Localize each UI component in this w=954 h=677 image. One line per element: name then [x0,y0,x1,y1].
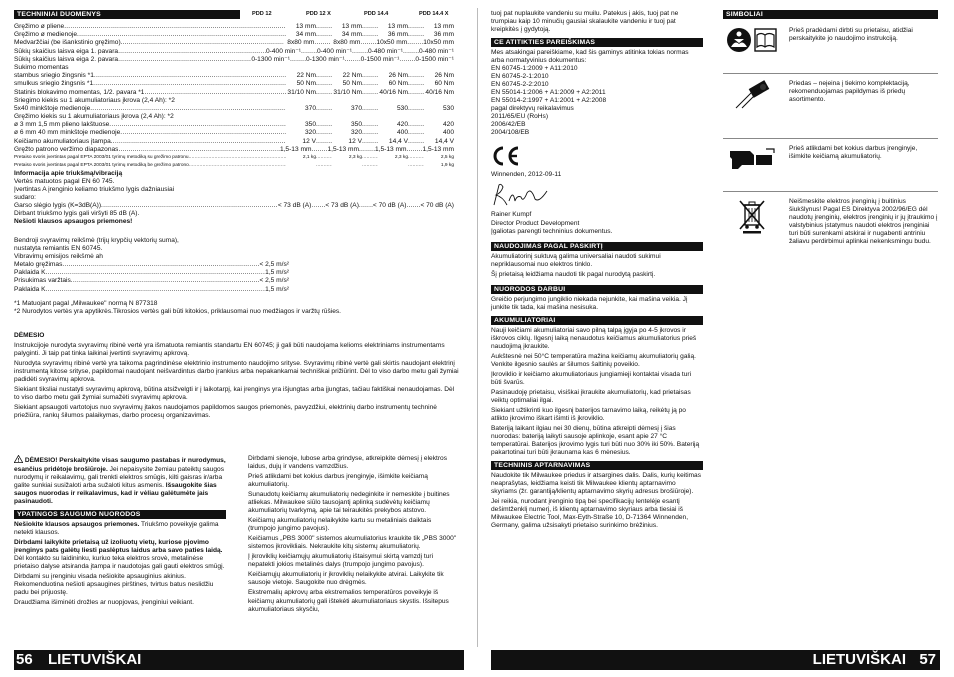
spec-value: 530 [442,104,454,112]
battery-paragraph: Aukštesnė nei 50°C temperatūra mažina keičiamų akumuliatorių galią. Venkite ilgesnio saulės ar šilumos šaltinių poveikio. [491,352,696,368]
spec-value: 0-1500 min⁻¹ [415,55,454,63]
leader-dots [316,129,332,137]
noise-pressure-row [14,202,454,210]
battery-paragraph: Bateriją laikant ilgiau nei 30 dienų, būtina atkreipti dėmesį į šias nuorodas: bateriją laikyti sausoje aplinkoje, esant apie 27 °C temperatūrai. Baterijos įkrovimo lygis turi būti nuo 30% iki 50%. Bateriją pakartotinai turi būti įkraunama kas 6 mėnesius. [491,425,700,457]
divider [723,138,938,139]
spec-value: 13 mm [387,23,408,30]
noise-line: sudaro: [14,194,36,202]
leader-dots [408,154,424,162]
attention-paragraph: Nurodyta svyravimų ribinė vertė yra taikoma pagrindinėse elektrinio instrumento naudojimo srityse. Svyravimų ribinė vertė gali skirtis naudojant elektrinį instrumentą kitose srityse, papildomai naudojant neišvardintus darbo įrankius arba nepakankamai techniškai prižiūrint. Dėl to viso darbo metu gali žymiai padidėti svyravimų apkrova. [14,360,459,384]
spec-value: 2,3 kg [394,155,408,160]
leader-dots [316,138,332,146]
leader-dots [408,138,424,146]
noise-after: Dirbant triukšmo lygis gali viršyti 85 dB (A). [14,210,140,218]
spec-label: Pretaiso svoris įvertintas pagal EPTA 2003/01 tyrimų metodiką be grežimo patrono [14,163,189,169]
spec-row [14,56,454,64]
left-footer [14,650,464,670]
spec-value: 2,1 kg [302,155,316,160]
spec-value: 0-400 min⁻¹ [317,47,352,55]
leader-dots [362,154,378,162]
spec-row [14,138,454,146]
spec-value: 0-1500 min⁻¹ [360,55,400,63]
spec-value: 1,5-13 mm [279,145,312,153]
leader-dots [408,121,424,129]
battery-header: AKUMULIATORIAI [491,316,703,325]
spec-value: 1,5-13 mm [422,145,454,153]
leader-dots [290,56,306,64]
leader-dots [362,129,378,137]
leader-dots [316,89,332,97]
spec-label: Gręžimo ø medienoje [14,31,78,39]
vib-rows [14,261,289,294]
mid-paragraph: Prieš atlikdami bet kokius darbus įrenginyje, išimkite keičiamą akumuliatorių. [248,473,428,489]
weee-bin-icon [723,198,781,234]
warning-column [14,455,226,608]
vib-label: Paklaida K [14,269,46,277]
read-manual-icon [723,27,781,53]
safety-header: YPATINGOS SAUGUMO NUORODOS [14,510,226,519]
vib-label: Prisukimas varžtais [14,277,71,285]
leader-dots [362,31,378,39]
spec-value: 26 Nm [434,72,454,80]
spec-label: smulkus sriegio žingsnis *1 [14,80,94,88]
vib-row [14,261,289,269]
spec-value: 10x50 mm [423,39,454,47]
safety-paragraph: Draudžiama išiminėti drožles ar nuopjovas, įrenginiui veikiant. [14,599,194,607]
right-footer [491,650,940,670]
spec-row [14,89,454,97]
leader-dots [360,39,376,47]
attention-paragraph: Instrukcijoje nurodyta svyravimų ribinė vertė yra išmatuota remiantis standartu EN 60745; ji gali būti naudojama kelioms elektriniams instrumentams palyginti. Ji taip pat tinka laikinai įvertinti svyravimų apkrovą. [14,342,445,358]
vibration-section [14,237,289,294]
leader-dots [109,121,286,129]
model-header-pdd12x: PDD 12 X [306,11,331,17]
symbols-column [723,10,938,246]
divider [723,191,938,192]
spec-row [14,105,454,113]
spec-table [14,23,454,170]
spec-value: 13 mm [341,23,362,30]
mid-column [248,455,460,614]
spec-value: 34 mm [341,31,362,39]
leader-dots [120,129,286,137]
vib-line: Bendroji svyravimų reikšmė (trijų krypčių vektorių suma), [14,237,179,244]
spec-value: 36 mm [387,31,408,39]
spec-value: 1,9 kg [440,163,454,169]
service-paragraph: Jei reikia, nurodant įrenginio tipą bei specifikacijų lentelėje esantį dešimtženklį numerį, iš klientų aptarnavimo skyriaus arba tiesiai iš Milwaukee Electric Tool, Max-Eyth-Straße 10, D-71364 Winnenden, Germany, galima užsisakyti prietaiso surinkimo brėžinius. [491,498,689,530]
spec-label: Medvaržčiai (be išankstinio gręžimo) [14,39,121,47]
spec-value: 14,4 V [434,137,454,145]
leader-dots [407,39,423,47]
spec-value: 12 V [348,137,362,145]
spec-value: 13 mm [295,23,316,30]
leader-dots [311,202,325,210]
leader-dots [359,146,375,154]
ce-line: EN 55014-2:1997 + A1:2001 + A2:2008 [491,97,607,105]
leader-dots [406,146,422,154]
noise-value: < 70 dB (A) [420,202,454,210]
leader-dots [316,72,332,80]
ce-line: pagal direktyvų reikalavimus [491,105,574,113]
usage-paragraph: Akumuliatorinį suktuvą galima universaliai naudoti sukimui nepriklausomai nuo elektros tinklo. [491,252,661,268]
leader-dots [144,89,286,97]
spec-value: 8x80 mm [333,39,361,47]
spec-label: Pretaiso svoris įvertintas pagal EPTA 2003/01 tyrimų metodiką su grežimo patronu [14,155,189,160]
leader-dots [352,48,368,56]
ce-line: EN 60745-1:2009 + A11:2010 [491,65,578,73]
spec-row [14,64,454,72]
usage-paragraph: Šį prietaisą leidžiama naudoti tik pagal nurodytą paskirtį. [491,270,656,278]
place-date: Winnenden, 2012-09-11 [491,171,562,179]
leader-dots [311,146,327,154]
spec-row [14,48,454,56]
safety-paragraph: Dirbdami laikykite prietaisą už izoliuotų vietų, kuriose pjovimo įrenginys pats galėtų liesti paslėptus laidus arba savo paties laidą. Dėl kontakto su laidininku, kuriuo teka elektros srovė, metalinėse prietaiso dalyse atsiranda įtampa ir naudotojas gali gauti elektros smūgį. [14,539,225,571]
leader-dots [316,121,332,129]
vib-value: < 2,5 m/s² [259,261,289,269]
spec-row [14,154,454,162]
leader-dots [46,286,266,294]
battery-paragraph: Pasinaudoję prietaisu, visiškai įkraukite akumuliatorių, kad prietaisas veiktų optimaliai ilgai. [491,388,691,404]
spec-value: 60 Nm [388,80,408,88]
symbol-text: Prieš pradėdami dirbti su prietaisu, atidžiai perskaitykite jo naudojimo instrukciją. [789,27,913,43]
spec-value: 14,4 V [388,137,408,145]
spec-value: 60 Nm [434,80,454,88]
noise-section [14,170,454,226]
spec-value: 0-480 min⁻¹ [419,47,454,55]
leader-dots [359,202,373,210]
leader-dots [316,23,332,31]
leader-dots [406,202,420,210]
ce-line: 2004/108/EB [491,129,530,137]
mid-paragraph: Ekstremalių apkrovų arba ekstremalios temperatūros poveikyje iš keičiamų akumuliatorių gali ištekėti akumuliatoriaus skystis. Išsitepus akumuliatoriaus skysčiu, [248,589,449,613]
spec-value: 320 [304,129,316,137]
noise-value: < 73 dB (A) [325,202,359,210]
spec-value: 22 Nm [342,72,362,80]
vib-row [14,277,289,285]
attention-title: DĖMESIO [14,332,45,339]
leader-dots [362,23,378,31]
usage-header: NAUDOJIMAS PAGAL PASKIRTĮ [491,242,703,251]
safety-paragraph: Nešiokite klausos apsaugos priemones. Triukšmo poveikyje galima netekti klausos. [14,521,219,537]
spec-row [14,113,454,121]
leader-dots [118,56,251,64]
leader-dots [46,269,266,277]
spec-label: Gręžimo kiekis su 1 akumuliatoriaus įkrova (2,4 Ah): *2 [14,113,174,121]
right-middle-column [491,10,703,530]
symbol-row [723,145,938,191]
vib-row [14,286,289,294]
ce-mark-icon [491,145,521,167]
spec-value: 10x50 mm [376,39,408,47]
spec-label: Statinis blokavimo momentas, 1/2. pavara *1 [14,88,145,96]
spec-value: 350 [304,121,316,129]
symbol-row [723,198,938,246]
vib-label: Paklaida K [14,285,46,293]
accessory-icon [723,80,781,110]
warning-bold: DĖMESIO! Perskaitykite visas saugumo pastabas ir nurodymus, esančius pridėtoje brošiūroje. [14,457,226,474]
noise-value: < 70 dB (A) [372,202,407,210]
vib-row [14,269,289,277]
spec-value: 370 [304,104,316,112]
leader-dots [101,202,278,210]
mid-paragraph: Keičiamus „PBS 3000" sistemos akumuliatorius kraukite tik „PBS 3000" sistemos įkrovikliais. Nekraukite kitų sistemų akumuliatorių. [248,535,457,551]
spec-value: 50 Nm [342,80,362,88]
symbol-text: Prieš atlikdami bet kokius darbus įrenginyje, išimkite keičiamą akumuliatorių. [789,145,918,161]
noise-line: Vertės matuotos pagal EN 60 745. [14,178,115,186]
leader-dots [94,72,286,80]
spec-label: Sriegimo kiekis su 1 akumuliatoriaus įkrova (2,4 Ah): *2 [14,96,175,104]
mid-paragraph: Keičiamųjų akumuliatorių ir įkroviklių nelaikykite atvirai. Laikykite tik sausoje vietoje. Saugokite nuo drėgmės. [248,571,444,587]
spec-row [14,80,454,88]
spec-value: 1,5-13 mm [327,145,359,153]
leader-dots [316,154,332,162]
mid-paragraph: Į įkroviklių keičiamųjų akumuliatorių ištaisymui skirtą vamzdį turi nepatekti jokios metalinės dalys (trumpojo jungimo pavojus). [248,553,434,569]
leader-dots [111,138,286,146]
symbol-row [723,80,938,138]
leader-dots [408,72,424,80]
leader-dots [314,39,330,47]
ce-mark [491,145,703,169]
intro-text: tuoj pat nuplaukite vandeniu su muilu. Patekus į akis, tuoj pat ne trumpiau kaip 10 minučių gausiai skalaukite vandeniu ir tuoj pat kreipkitės į gydytoją. [491,10,679,34]
spec-label: Gręžto patrono veržimo diapazonas [14,145,119,153]
spec-value: 40/16 Nm [379,88,408,96]
leader-dots [408,129,424,137]
leader-dots [345,56,361,64]
spec-value: 0-1300 min⁻¹ [305,55,345,63]
safety-paragraph: Dirbdami su įrenginiu visada nešiokite apsauginius akinius. Rekomenduotina nešioti apsaugines pirštines, tvirtus batus neslidžiu padu bei prijuostę. [14,573,214,597]
spec-value: 22 Nm [296,72,316,80]
divider [723,73,938,74]
mid-paragraph: Sunaudotų keičiamų akumuliatorių nedeginkite ir nemeskite į buitines atliekas. Milwaukee siūlo tausojantį aplinką sudėvėtų keičiamų akumuliatorių tvarkymą, apie tai teiraukitės prekybos atstovo. [248,491,450,515]
page-number-left: 56 [16,651,33,668]
warning-text: Jei nepaisysite žemiau pateiktų saugos nurodymų ir reikalavimų, gali trenkti elektros smūgis, kilti gaisras ir/arba galite sunkiai susižaloti arba sužaloti kitus asmenis. [14,466,225,490]
vib-value: < 2,5 m/s² [259,277,289,285]
spec-label: ø 3 mm 1,5 mm plieno lakštuose [14,121,110,129]
leader-dots [189,154,286,162]
leader-dots [362,80,378,88]
warning-triangle-icon [14,455,23,466]
spec-value: 26 Nm [388,72,408,80]
language-label-right: LIETUVIŠKAI [812,651,906,668]
svg-text:!: ! [17,457,20,463]
noise-label: Garso slėgio lygis (K=3dB(A)) [14,202,102,210]
spec-label: stambus sriegio žingsnis *1 [14,72,94,80]
leader-dots [362,138,378,146]
leader-dots [301,48,317,56]
leader-dots [362,89,378,97]
leader-dots [316,80,332,88]
spec-label: Sūkių skaičius laisva eiga 2. pavara [14,55,119,63]
leader-dots [399,56,415,64]
mid-paragraph: Dirbdami sienoje, lubose arba grindyse, atkreipkite dėmesį į elektros laidus, dujų ir vandens vamzdžius. [248,455,448,471]
signature-icon [491,181,551,209]
leader-dots [408,89,424,97]
noise-line: Įvertintas A įrenginio keliamo triukšmo lygis dažniausiai [14,186,175,194]
leader-dots [408,23,424,31]
tech-data-header: TECHNINIAI DUOMENYS [14,10,240,19]
spec-value: 31/10 Nm [287,88,316,96]
spec-row [14,31,454,39]
attention-paragraph: Siekiant tiksliai nustatyti svyravimų apkrovą, būtina atsižvelgti ir į laikotarpį, kai įrenginys yra išjungtas arba įjungtas, tačiau faktiškai nenaudojamas. Dėl to viso darbo metu gali žymiai sumažėti svyravimų apkrova. [14,386,455,402]
spec-value: 50 Nm [296,80,316,88]
spec-value: 0-480 min⁻¹ [368,47,403,55]
ce-line: 2011/65/EU (RoHs) [491,113,549,121]
leader-dots [62,261,259,269]
model-header-pdd144x: PDD 14.4 X [419,11,449,17]
signer-name: Rainer Kumpf [491,211,532,219]
left-page [14,10,464,650]
vib-line: Vibravimų emisijos reikšmė ah [14,253,103,261]
vib-value: 1,5 m/s² [265,285,289,293]
spec-row [14,23,454,31]
spec-value: 0-1300 min⁻¹ [251,55,290,63]
leader-dots [408,105,424,113]
work-header: NUORODOS DARBUI [491,285,703,294]
leader-dots [403,48,419,56]
spec-value: 2,3 kg [348,155,362,160]
work-paragraph: Greičio perjungimo jungiklio niekada nejunkite, kai mašina veikia. Jį junkite tik tada, kai mašina nesisuka. [491,295,688,311]
spec-row [14,39,454,47]
spec-value: 8x80 mm [287,39,315,47]
vib-label: Metalo gręžimas [14,261,63,269]
language-label-left: LIETUVIŠKAI [48,651,142,668]
leader-dots [121,39,285,47]
spec-row [14,121,454,129]
service-header: TECHNINIS APTARNAVIMAS [491,461,703,470]
spec-value: 31/10 Nm [333,88,362,96]
general-warning [14,455,226,506]
spec-value: 320 [350,129,362,137]
leader-dots [118,48,266,56]
attention-section [14,332,459,420]
noise-warning: Nešioti klausos apsaugos priemones! [14,218,133,226]
spec-row [14,72,454,80]
attention-paragraph: Siekiant apsaugoti vartotojus nuo svyravimų įtakos naudojamos papildomos saugos priemonės, pavyzdžiui, elektrinių darbo instrumentų techninė priežiūra, rankų šilumos palaikymas, darbo procesų organizavimas. [14,404,437,420]
leader-dots [93,80,286,88]
signature [491,181,703,211]
remove-battery-icon [723,145,781,171]
leader-dots [90,105,286,113]
spec-label: 5x40 minkštoje medienoje [14,104,91,112]
spec-value: 12 V [302,137,316,145]
spec-value: 370 [350,104,362,112]
leader-dots [362,105,378,113]
ce-line: 2006/42/EB [491,121,526,129]
spec-value: 40/16 Nm [425,88,454,96]
model-header-pdd12: PDD 12 [252,11,272,17]
ce-line: Mes atsakingai pareiškiame, kad šis gaminys atitinka tokias normas arba normatyvinius dokumentus: [491,49,689,65]
spec-value: 0-400 min⁻¹ [266,47,301,55]
service-paragraph: Naudokite tik Milwaukee priedus ir atsargines dalis. Dalis, kurių keitimas neaprašytas, leidžiama keisti tik Milwaukee klientų aptarnavimo skyriams (žr. garantiją/klientų aptarnavimo skyrių adresus brošiūroje). [491,472,701,496]
spec-value: 400 [396,129,408,137]
ce-line: EN 60745-2-2:2010 [491,81,549,89]
warning-keep: Išsaugokite šias saugos nuorodas ir reikalavimus, kad ir vėliau galėtumėte jais pasinaudoti. [14,482,217,506]
vib-value: 1,5 m/s² [265,269,289,277]
leader-dots [362,72,378,80]
ce-line: EN 60745-2-1:2010 [491,73,549,81]
spec-label: Sūkių skaičius laisva eiga 1. pavara [14,47,119,55]
leader-dots [118,146,279,154]
leader-dots [408,80,424,88]
spec-value: 13 mm [433,23,454,30]
vib-line: nustatyta remiantis EN 60745. [14,245,103,253]
symbols-header: SIMBOLIAI [723,10,938,19]
spec-row [14,97,454,105]
footnote: *2 Nurodytos vertės yra apytikrės.Tikrosios vertės gali būti kitokios, priklausomai nuo medžiagos ir varžtų rūšies. [14,308,342,316]
signer-title: Director Product Development [491,219,580,227]
page-gutter [477,8,478,647]
spec-value: 36 mm [433,31,454,39]
tech-header-row [14,10,464,20]
symbol-text: Neišmeskite elektros įrenginių į buitinius šiukšlynus! Pagal ES Direktyva 2002/96/EG dėl naudotų įrenginių, elektros įrenginių ir jų įtraukimo į valstybinius įstatymus naudoti elektros įrenginiai turi būti surenkami atskirai ir nugabenti antriniu žaliavu perdirbimui aplinkai nekenksmingu budu. [789,198,938,246]
leader-dots [316,31,332,39]
spec-label: Sukimo momentas [14,63,69,71]
page-number-right: 57 [919,651,936,668]
spec-value: 2,5 kg [440,155,454,160]
spec-value: 34 mm [295,31,316,39]
spec-label: Gręžimo ø pliene [14,23,65,30]
signer-authorization: Įgaliotas parengti techninius dokumentus. [491,227,613,235]
ce-header: CE ATITIKTIES PAREIŠKIMAS [491,38,703,47]
mid-paragraph: Keičiamų akumuliatorių nelaikykite kartu su metaliniais daiktais (trumpojo jungimo pavojus). [248,517,432,533]
spec-row [14,146,454,154]
noise-value: < 73 dB (A) [277,202,312,210]
footnotes [14,300,454,316]
spec-label: ø 6 mm 40 mm minkštoje medienoje [14,129,121,137]
battery-paragraph: Siekiant užtikrinti kuo ilgesnį baterijos tarnavimo laiką, reikėtų ją po atlikto įkrovimo iškart išimti iš įkroviklio. [491,407,686,423]
leader-dots [64,23,286,31]
symbol-text: Priedas – neįeina į tiekimo komplektaciją, rekomenduojamas papildymas iš priedų asortimento. [789,80,910,104]
footnote: *1 Matuojant pagal „Milwaukee" normą N 877318 [14,300,158,307]
spec-label: Keičiamo akumuliatoriaus įtampa [14,137,111,145]
spec-value: 420 [396,121,408,129]
ce-line: EN 55014-1:2006 + A1:2009 + A2:2011 [491,89,606,97]
battery-paragraph: Įkroviklio ir keičiamo akumuliatoriaus jungiamieji kontaktai visada turi būti švarūs. [491,370,692,386]
leader-dots [316,105,332,113]
leader-dots [77,31,286,39]
spec-row [14,129,454,137]
spec-value: 420 [442,121,454,129]
spec-value: 400 [442,129,454,137]
noise-title: Informacija apie triukšmą/vibraciją [14,170,123,177]
leader-dots [362,121,378,129]
leader-dots [408,31,424,39]
leader-dots [71,277,260,285]
spec-value: 530 [396,104,408,112]
spec-value: 1,5-13 mm [374,145,407,153]
spec-value: 350 [350,121,362,129]
model-header-pdd144: PDD 14.4 [364,11,389,17]
symbol-row [723,27,938,73]
battery-paragraph: Nauji keičiami akumuliatoriai savo pilną talpą įgyja po 4-5 įkrovos ir iškrovos ciklų. Ilgesnį laiką nenaudotus keičiamus akumuliatorius prieš naudojimą įkraukite. [491,326,697,350]
